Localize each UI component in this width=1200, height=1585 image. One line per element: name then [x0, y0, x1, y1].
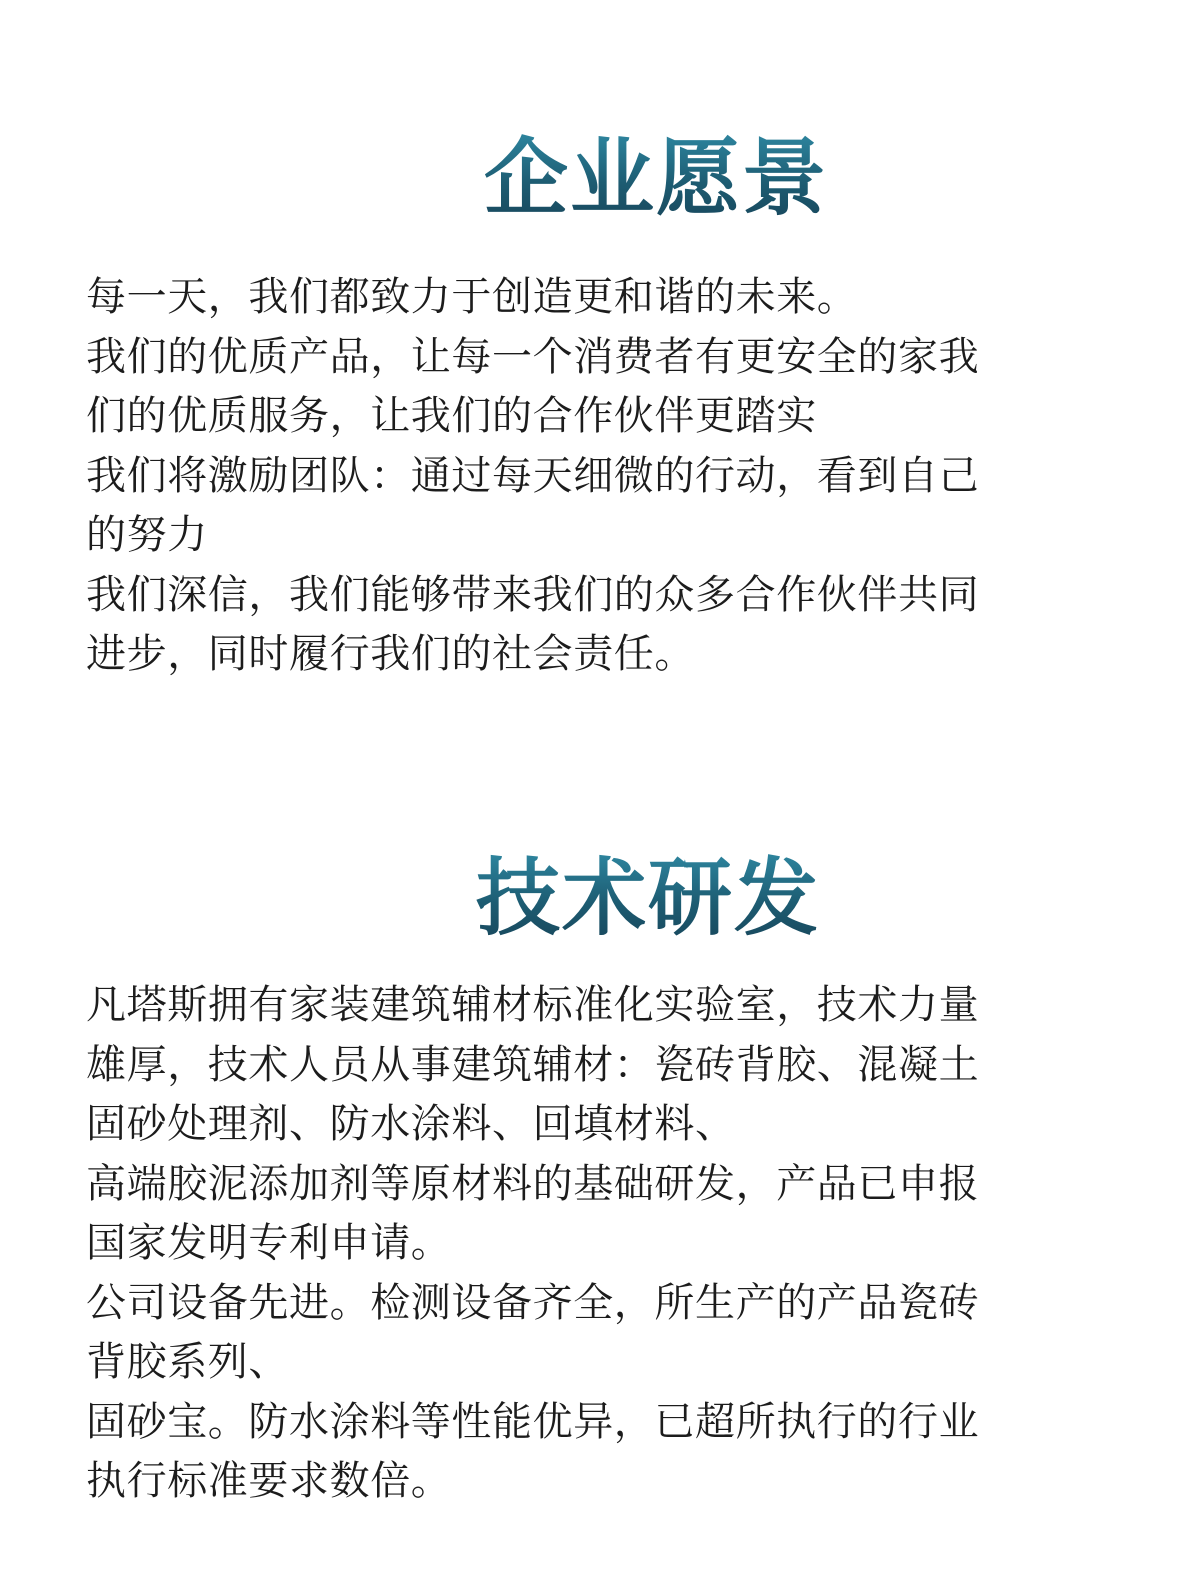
tech-line: 背胶系列、 — [86, 1339, 289, 1385]
tech-line: 固砂处理剂、防水涂料、回填材料、 — [86, 1101, 736, 1147]
tech-section — [0, 848, 1200, 1504]
vision-line: 们的优质服务，让我们的合作伙伴更踏实 — [86, 393, 817, 439]
tech-line: 凡塔斯拥有家装建筑辅材标准化实验室，技术力量 — [86, 982, 980, 1028]
vision-line: 每一天，我们都致力于创造更和谐的未来。 — [86, 274, 858, 320]
vision-line: 我们深信，我们能够带来我们的众多合作伙伴共同 — [86, 571, 980, 618]
vision-line: 进步，同时履行我们的社会责任。 — [86, 631, 695, 677]
tech-line: 国家发明专利申请。 — [86, 1220, 452, 1266]
tech-line: 高端胶泥添加剂等原材料的基础研发，产品已申报 — [86, 1160, 980, 1207]
tech-line: 公司设备先进。检测设备齐全，所生产的产品瓷砖 — [86, 1279, 980, 1326]
vision-line: 我们将激励团队：通过每天细微的行动，看到自己 — [86, 452, 980, 499]
tech-line: 雄厚，技术人员从事建筑辅材：瓷砖背胶、混凝土 — [86, 1041, 980, 1088]
vision-line: 的努力 — [86, 512, 208, 558]
tech-line: 固砂宝。防水涂料等性能优异，已超所执行的行业 — [86, 1398, 980, 1445]
tech-body — [86, 976, 1076, 1512]
vision-heading: 企业愿景 — [0, 128, 1200, 228]
vision-line: 我们的优质产品，让每一个消费者有更安全的家我 — [86, 333, 980, 380]
tech-heading: 技术研发 — [0, 848, 1200, 948]
vision-body — [86, 268, 1076, 685]
tech-line: 执行标准要求数倍。 — [86, 1458, 452, 1504]
vision-section — [0, 128, 1200, 677]
